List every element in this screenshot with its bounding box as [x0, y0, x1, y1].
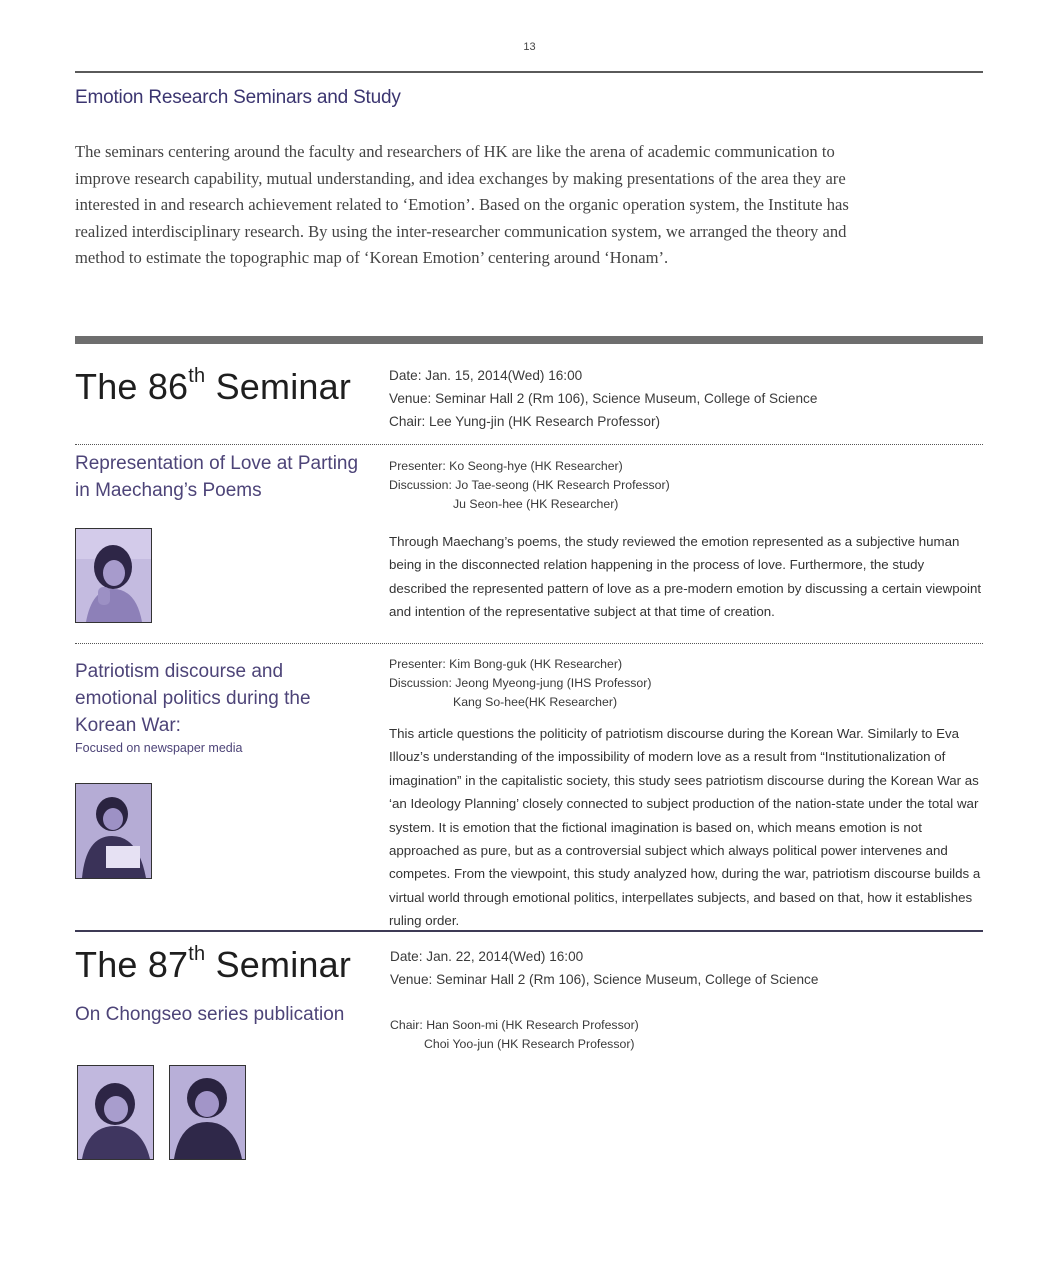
talk-2-discussion: Discussion: Jeong Myeong-jung (IHS Professor) — [389, 676, 652, 690]
seminar-87-chair: Chair: Han Soon-mi (HK Research Professor) — [390, 1018, 639, 1032]
talk-2-title: Patriotism discourse and emotional politics during the Korean War: — [75, 661, 311, 736]
talk-2-subtitle: Focused on newspaper media — [75, 741, 243, 755]
seminar-divider — [75, 930, 983, 932]
seminar-87-date: Date: Jan. 22, 2014(Wed) 16:00 — [390, 949, 584, 964]
seminar-86-meta — [389, 364, 817, 433]
seminar-86-heading: The 86th Seminar — [75, 365, 352, 407]
seminar-87-chair-2: Choi Yoo-jun (HK Research Professor) — [424, 1037, 635, 1051]
talk-1-discussion-2: Ju Seon-hee (HK Researcher) — [453, 497, 619, 511]
chair-photo — [77, 1065, 154, 1160]
section-bar — [75, 336, 983, 344]
chair-photo — [169, 1065, 246, 1160]
talk-1-people — [389, 457, 670, 514]
seminar-87-venue: Venue: Seminar Hall 2 (Rm 106), Science Museum, College of Science — [390, 972, 819, 987]
presenter-photo — [75, 783, 152, 879]
seminar-87-chairs — [390, 1016, 639, 1054]
seminar-87-meta — [390, 945, 818, 991]
divider-dotted — [75, 643, 983, 644]
section-title: Emotion Research Seminars and Study — [75, 87, 401, 108]
divider-dotted — [75, 444, 983, 445]
top-divider — [75, 71, 983, 73]
talk-2-discussion-2: Kang So-hee(HK Researcher) — [453, 695, 618, 709]
seminar-86-date: Date: Jan. 15, 2014(Wed) 16:00 — [389, 368, 583, 383]
seminar-86-chair: Chair: Lee Yung-jin (HK Research Professor) — [389, 414, 660, 429]
talk-1-presenter: Presenter: Ko Seong-hye (HK Researcher) — [389, 459, 623, 473]
page-number: 13 — [523, 41, 536, 53]
presenter-photo — [75, 528, 152, 623]
talk-1-title: Representation of Love at Parting in Maechang’s Poems — [75, 453, 359, 501]
talk-1-discussion: Discussion: Jo Tae-seong (HK Research Professor) — [389, 478, 670, 492]
seminar-86-venue: Venue: Seminar Hall 2 (Rm 106), Science Museum, College of Science — [389, 391, 818, 406]
talk-2-presenter: Presenter: Kim Bong-guk (HK Researcher) — [389, 657, 623, 671]
talk-2-heading — [75, 658, 375, 755]
talk-1-abstract: Through Maechang’s poems, the study reviewed the emotion represented as a subjective human being in the disconnected relation happening in the process of love. Furthermore, the study described the represented pattern of love as a pre-modern emotion by discussing a certain viewpoint and intention of the representative subject at that time of creation. — [389, 534, 982, 620]
seminar-87-subtitle: On Chongseo series publication — [75, 1004, 345, 1025]
intro-paragraph: The seminars centering around the faculty and researchers of HK are like the arena of academic communication to improve research capability, mutual understanding, and idea exchanges by making presentations of the area they are interested in and research achievement related to ‘Emotion’. Based on the organic operation system, the Institute has realized interdisciplinary research. By using the inter-researcher communication system, we arranged the theory and method to estimate the topographic map of ‘Korean Emotion’ centering around ‘Honam’. — [75, 142, 849, 268]
seminar-87-heading: The 87th Seminar — [75, 943, 352, 985]
talk-2-people — [389, 655, 651, 712]
talk-2-abstract: This article questions the politicity of patriotism discourse during the Korean War. Similarly to Eva Illouz’s understanding of the impossibility of modern love as a result from “Institutionalization of imagination” in the capitalistic society, this study sees patriotism discourse during the Korean War as ‘an Ideology Planning’ closely connected to subject production of the nation-state under the total war system. It is emotion that the fictional imagination is based on, which means emotion is not approached as pure, but as a controversial subject which always political power intervenes and competes. From the viewpoint, this study analyzed how, during the war, patriotism discourse builds a virtual world through emotional politics, interpellates subjects, and based on that, how it establishes ruling order. — [389, 726, 981, 929]
